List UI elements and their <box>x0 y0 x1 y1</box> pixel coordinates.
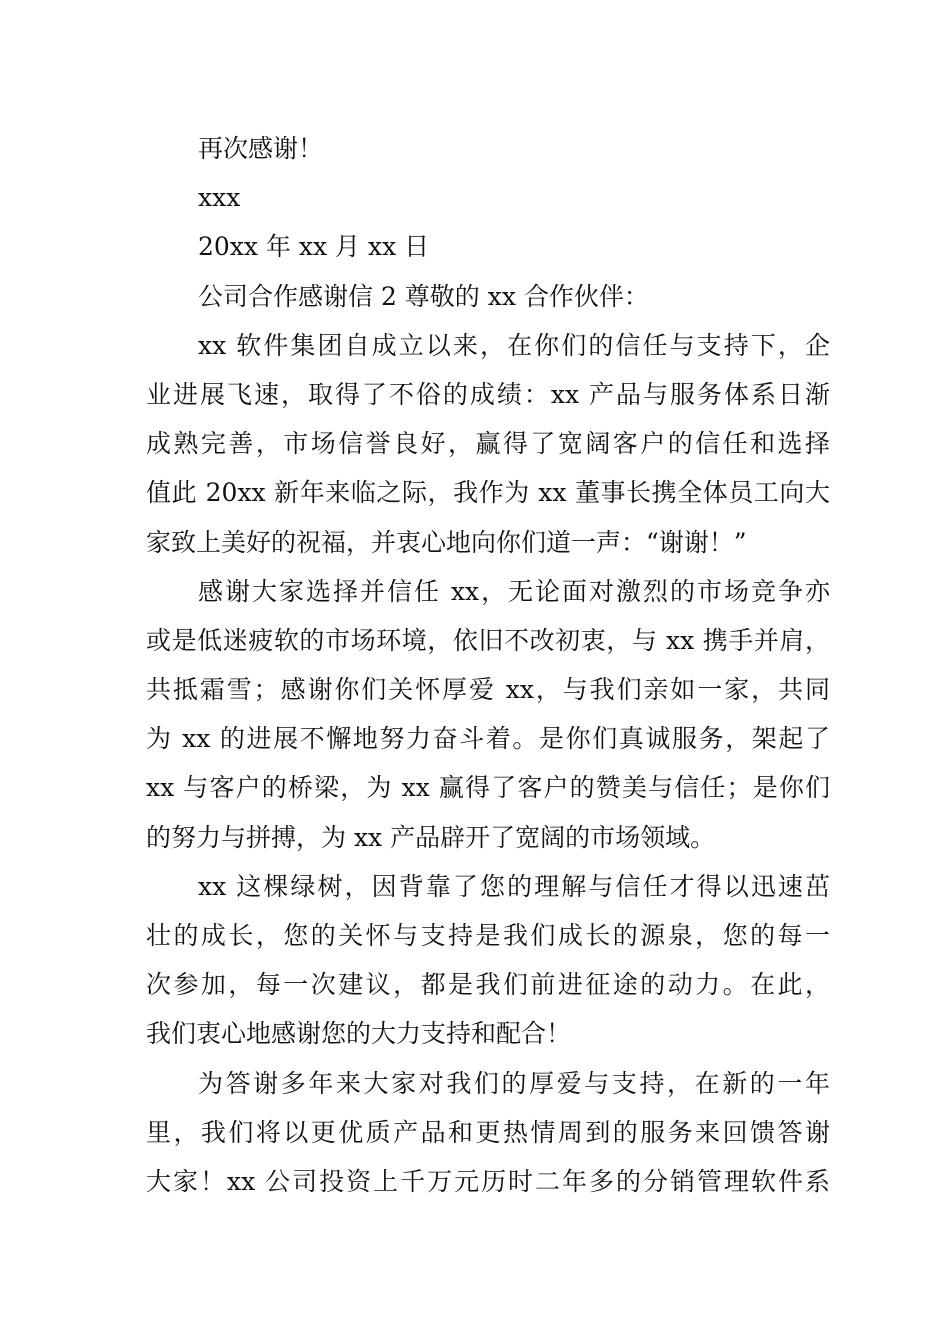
text-line: 为 xx 的进展不懈地努力奋斗着。是你们真诚服务，架起了 <box>146 724 830 754</box>
text-line: 值此 20xx 新年来临之际，我作为 xx 董事长携全体员工向大 <box>146 478 830 508</box>
text-line: 感谢大家选择并信任 xx，无论面对激烈的市场竞争亦 <box>198 576 830 606</box>
text-line: 共抵霜雪；感谢你们关怀厚爱 xx，与我们亲如一家，共同 <box>146 675 830 705</box>
text-line: xx 软件集团自成立以来，在你们的信任与支持下，企 <box>198 330 830 360</box>
text-line: 我们衷心地感谢您的大力支持和配合！ <box>146 1019 572 1049</box>
text-line: 为答谢多年来大家对我们的厚爱与支持，在新的一年 <box>198 1068 830 1098</box>
text-line: 里，我们将以更优质产品和更热情周到的服务来回馈答谢 <box>146 1117 830 1147</box>
text-line: 壮的成长，您的关怀与支持是我们成长的源泉，您的每一 <box>146 921 830 950</box>
text-line: 业进展飞速，取得了不俗的成绩：xx 产品与服务体系日渐 <box>146 379 830 409</box>
text-line: xx 这棵绿树，因背靠了您的理解与信任才得以迅速茁 <box>198 871 830 901</box>
letter-body <box>146 124 830 1206</box>
text-line: 家致上美好的祝福，并衷心地向你们道一声：“谢谢！” <box>146 527 747 557</box>
text-line: 公司合作感谢信 2 尊敬的 xx 合作伙伴： <box>198 281 649 311</box>
text-line: 大家！xx 公司投资上千万元历时二年多的分销管理软件系 <box>146 1166 830 1196</box>
text-line: 的努力与拼搏，为 xx 产品辟开了宽阔的市场领域。 <box>146 822 716 852</box>
text-line: 或是低迷疲软的市场环境，依旧不改初衷，与 xx 携手并肩， <box>146 625 830 655</box>
text-line: 成熟完善，市场信誉良好，赢得了宽阔客户的信任和选择 <box>146 429 830 459</box>
text-line: xx 与客户的桥梁，为 xx 赢得了客户的赞美与信任；是你们 <box>146 773 830 803</box>
text-line: 再次感谢！ <box>198 134 324 163</box>
text-line: 次参加，每一次建议，都是我们前进征途的动力。在此， <box>146 970 830 1000</box>
text-line: 20xx 年 xx 月 xx 日 <box>198 232 430 262</box>
text-line: xxx <box>198 183 241 213</box>
